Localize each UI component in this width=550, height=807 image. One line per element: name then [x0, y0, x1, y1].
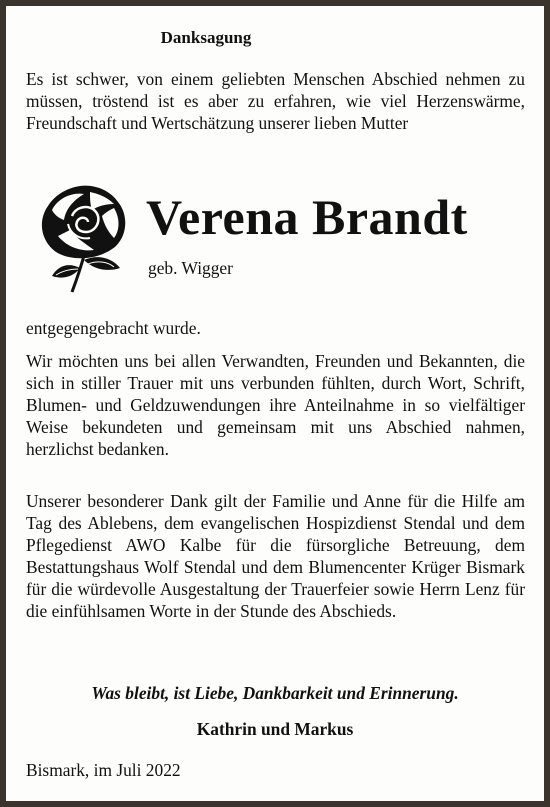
- notice-heading: Danksagung: [160, 28, 252, 47]
- place-date: Bismark, im Juli 2022: [26, 760, 181, 780]
- deceased-name: Verena Brandt: [146, 189, 468, 245]
- intro-paragraph: Es ist schwer, von einem geliebten Menschen Abschied nehmen zu müssen, tröstend ist es aber zu erfahren, wie viel Herzenswärme, Freundschaft und Wertschätzung unserer lieben Mutter: [26, 69, 525, 133]
- special-thanks-paragraph: Unserer besonderer Dank gilt der Familie und Anne für die Hilfe am Tag des Ablebens, dem evangelischen Hospizdienst Stendal und dem Pflegedienst AWO Kalbe für die fürsorgliche Betreuung, dem Bestattungshaus Wolf Stendal und dem Blumencenter Krüger Bismark für die würdevolle Ausgestaltung der Trauerfeier sowie Herrn Lenz für die einfühlsamen Worte in der Stunde des Abschieds.: [26, 491, 525, 621]
- thanks-paragraph: Wir möchten uns bei allen Verwandten, Freunden und Bekannten, die sich in stiller Trauer mit uns verbunden fühlten, durch Wort, Schrift, Blumen- und Geldzuwendungen ihre Anteilnahme in so vielfältiger Weise bekundeten und gemeinsam mit uns Abschied nahmen, herzlichst bedanken.: [26, 351, 525, 459]
- rose-icon: [28, 176, 138, 294]
- closing-quote: Was bleibt, ist Liebe, Dankbarkeit und Erinnerung.: [91, 683, 459, 703]
- maiden-name: geb. Wigger: [148, 258, 233, 278]
- signers: Kathrin und Markus: [196, 719, 354, 739]
- received-line: entgegengebracht wurde.: [26, 318, 201, 338]
- obituary-card: [6, 6, 544, 801]
